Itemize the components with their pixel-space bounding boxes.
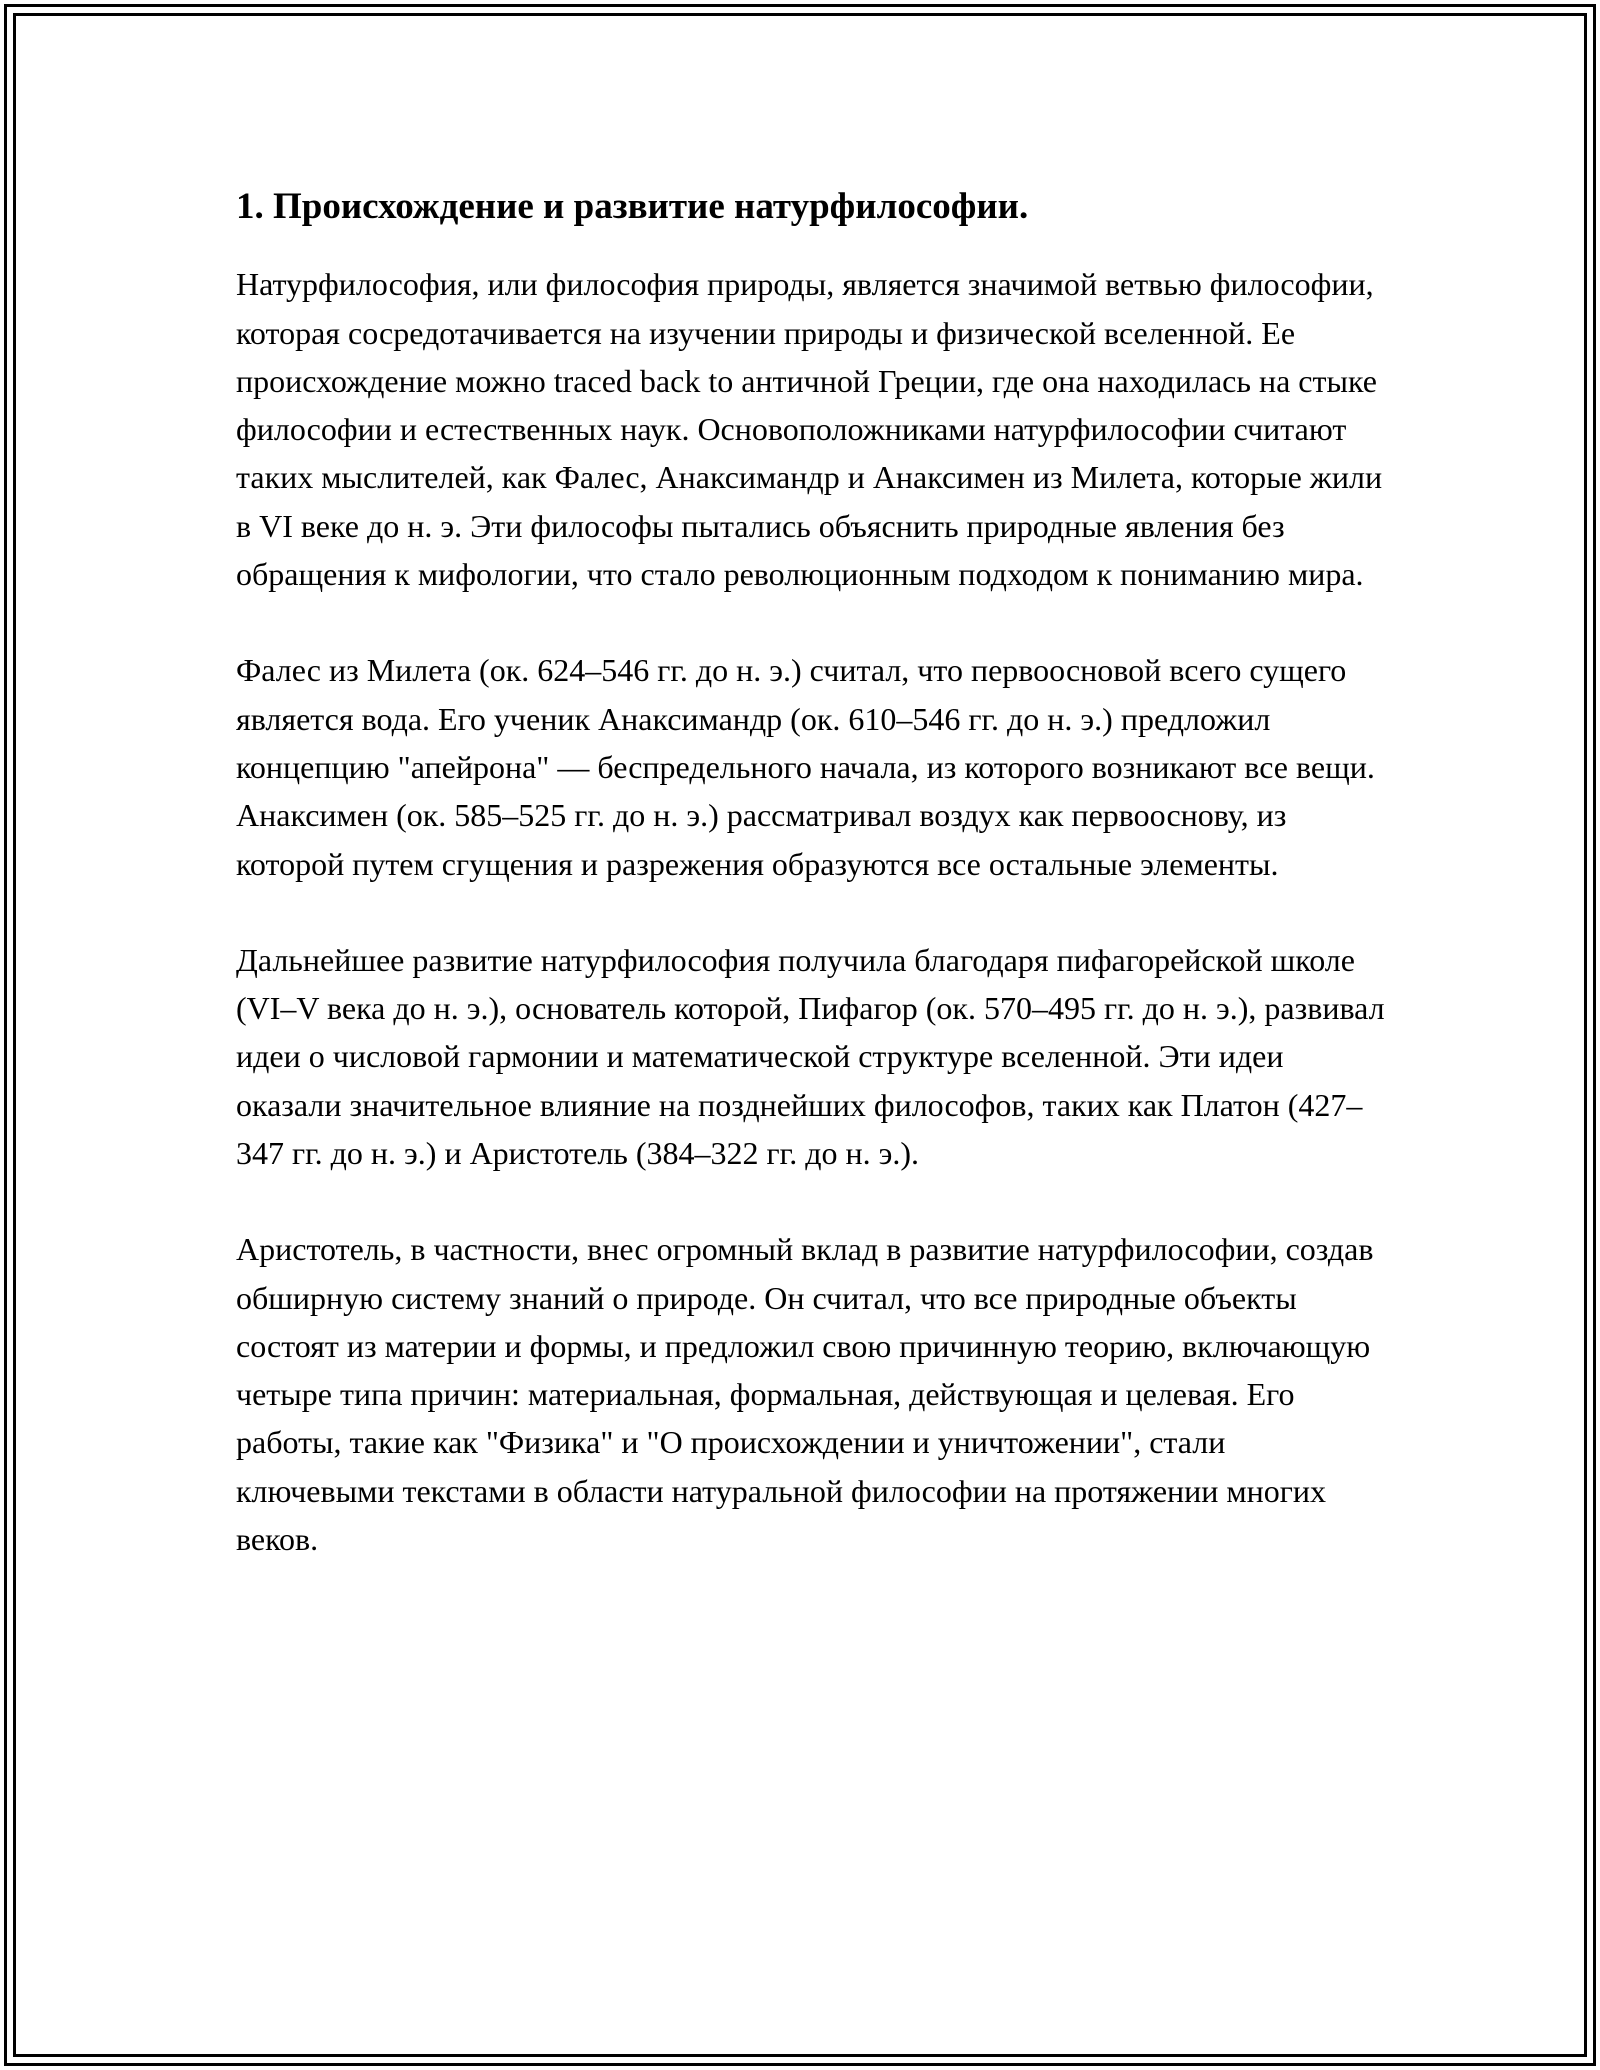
paragraph-3: Дальнейшее развитие натурфилософия получила благодаря пифагорейской школе (VI–V века до н. э.), основатель которой, Пифагор (ок. 570–495 гг. до н. э.), развивал идеи о числовой гармонии и математической структуре вселенной. Эти идеи оказали значительное влияние на позднейших философов, таких как Платон (427–347 гг. до н. э.) и Аристотель (384–322 гг. до н. э.). <box>236 941 1385 1171</box>
paragraph-2: Фалес из Милета (ок. 624–546 гг. до н. э.) считал, что первоосновой всего сущего является вода. Его ученик Анаксимандр (ок. 610–546 гг. до н. э.) предложил концепцию "апейрона" — беспредельного начала, из которого возникают все вещи. Анаксимен (ок. 585–525 гг. до н. э.) рассматривал воздух как первооснову, из которой путем сгущения и разрежения образуются все остальные элементы. <box>236 652 1375 882</box>
section-heading: 1. Происхождение и развитие натурфилософии. <box>236 186 1029 227</box>
document-body <box>236 184 1386 1611</box>
paragraph-4: Аристотель, в частности, внес огромный вклад в развитие натурфилософии, создав обширную систему знаний о природе. Он считал, что все природные объекты состоят из материи и формы, и предложил свою причинную теорию, включающую четыре типа причин: материальная, формальная, действующая и целевая. Его работы, такие как "Физика" и "О происхождении и уничтожении", стали ключевыми текстами в области натуральной философии на протяжении многих веков. <box>236 1231 1374 1558</box>
paragraph-1: Натурфилософия, или философия природы, является значимой ветвью философии, которая сосредотачивается на изучении природы и физической вселенной. Ее происхождение можно traced back to античной Греции, где она находилась на стыке философии и естественных наук. Основоположниками натурфилософии считают таких мыслителей, как Фалес, Анаксимандр и Анаксимен из Милета, которые жили в VI веке до н. э. Эти философы пытались объяснить природные явления без обращения к мифологии, что стало революционным подходом к пониманию мира. <box>236 266 1383 593</box>
